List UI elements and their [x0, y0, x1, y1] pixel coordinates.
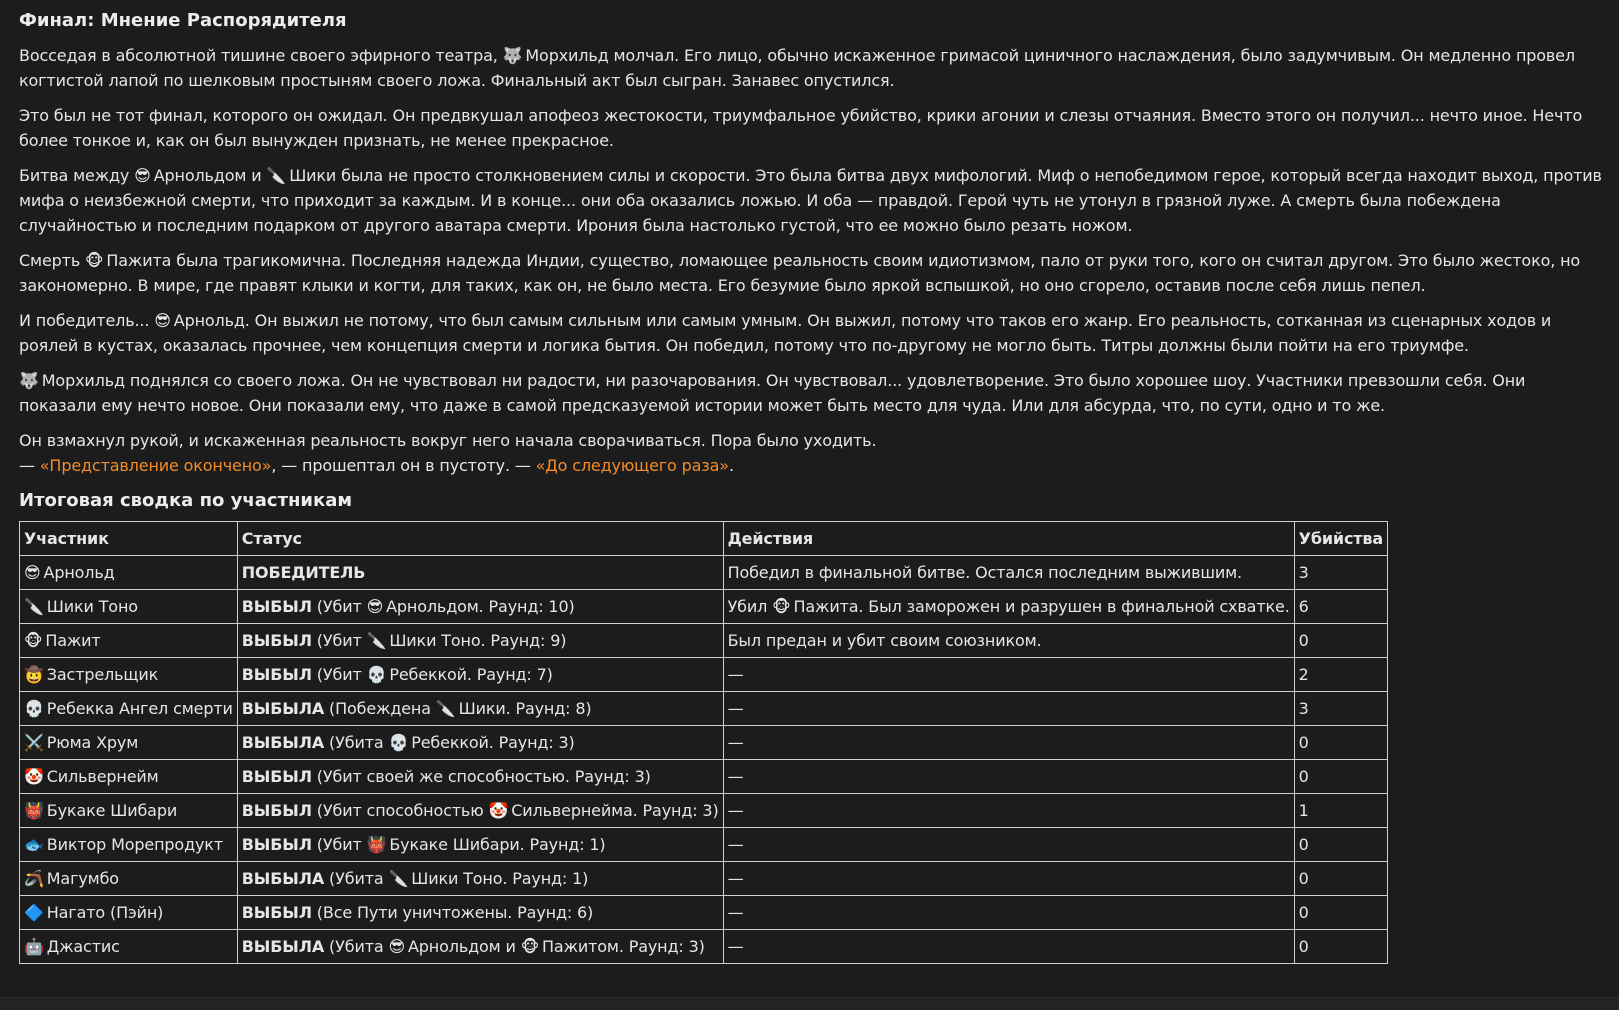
actions-cell: [723, 556, 1294, 590]
participant-cell: [20, 930, 238, 964]
paragraph-7: [19, 428, 1606, 478]
status-cell: [237, 726, 723, 760]
kills-cell: 0: [1294, 930, 1387, 964]
col-header: Статус: [237, 522, 723, 556]
text: И победитель...: [19, 311, 155, 330]
text: Пажита была трагикомична. Последняя надежда Индии, существо, ломающее реальность своим идиотизмом, пало от руки того, кого он считал другом. Это было жестоко, но закономерно. В мире, где правят клыки и когти, для таких, как он, не было места. Его безумие было яркой вспышкой, но оно сгорело, оставив после себя лишь пепел.: [19, 251, 1581, 295]
action-text: Убил: [727, 597, 773, 616]
actions-cell: [723, 930, 1294, 964]
actions-cell: [723, 794, 1294, 828]
participant-name: Пажит: [45, 631, 101, 650]
text: Арнольд. Он выжил не потому, что был самым сильным или самым умным. Он выжил, потому что таков его жанр. Его реальность, сотканная из сценарных ходов и роялей в кустах, оказалась прочнее, чем концепция смерти и логика бытия. Он победил, потому что по-другому не могло быть. Титры должны были пойти на его триумфе.: [19, 311, 1552, 355]
status-detail: (Убит способностью: [311, 801, 489, 820]
killer-icon: 🔪: [388, 869, 409, 888]
paragraph-3: [19, 163, 1606, 238]
participant-cell: [20, 692, 238, 726]
status-label: ВЫБЫЛ: [241, 801, 312, 820]
quote-highlight: «Представление окончено»: [39, 456, 272, 475]
status-cell: [237, 930, 723, 964]
summary-table: [19, 521, 1388, 964]
kills-cell: 3: [1294, 692, 1387, 726]
wolf-icon: 🐺: [19, 371, 39, 390]
status-detail: Арнольдом и: [407, 937, 521, 956]
participant-cell: [20, 896, 238, 930]
status-cell: [237, 692, 723, 726]
table-body: [20, 556, 1388, 964]
participant-name: Букаке Шибари: [46, 801, 178, 820]
kills-cell: 0: [1294, 862, 1387, 896]
table-row: [20, 726, 1388, 760]
victim-icon: 🐵: [772, 597, 791, 616]
table-row: [20, 794, 1388, 828]
status-label: ВЫБЫЛА: [241, 733, 325, 752]
action-text: Победил в финальной битве. Остался последним выжившим.: [727, 563, 1242, 582]
actions-cell: [723, 896, 1294, 930]
kills-cell: 3: [1294, 556, 1387, 590]
participant-icon: ⚔️: [24, 733, 44, 752]
status-cell: [237, 624, 723, 658]
actions-cell: [723, 828, 1294, 862]
participant-name: Арнольд: [43, 563, 115, 582]
action-text: —: [727, 937, 744, 956]
status-cell: [237, 896, 723, 930]
status-detail: (Все Пути уничтожены. Раунд: 6): [311, 903, 594, 922]
participant-icon: 🔷: [24, 903, 44, 922]
participant-cell: [20, 624, 238, 658]
status-cell: [237, 658, 723, 692]
killer-icon: 🔪: [366, 631, 387, 650]
actions-cell: [723, 692, 1294, 726]
killer-icon: 🔪: [435, 699, 456, 718]
status-label: ВЫБЫЛ: [241, 597, 312, 616]
table-row: [20, 896, 1388, 930]
killer-icon: 🐵: [520, 937, 540, 956]
sunglasses-icon: 😎: [134, 166, 151, 185]
status-cell: [237, 760, 723, 794]
participant-name: Виктор Морепродукт: [46, 835, 223, 854]
participant-name: Джастис: [46, 937, 120, 956]
action-text: —: [727, 665, 744, 684]
status-detail: (Убит своей же способностью. Раунд: 3): [311, 767, 651, 786]
action-text: —: [727, 869, 744, 888]
table-row: [20, 692, 1388, 726]
participant-name: Застрельщик: [46, 665, 159, 684]
text: Смерть: [19, 251, 86, 270]
bottom-bar: [0, 997, 1619, 1010]
text: Восседая в абсолютной тишине своего эфирного театра,: [19, 46, 503, 65]
status-detail: (Убита: [324, 869, 389, 888]
kills-cell: 1: [1294, 794, 1387, 828]
paragraph-5: [19, 308, 1606, 358]
actions-cell: [723, 760, 1294, 794]
status-label: ВЫБЫЛ: [241, 903, 312, 922]
participant-cell: [20, 726, 238, 760]
killer-icon: 💀: [388, 733, 409, 752]
participant-icon: 🤡: [24, 767, 44, 786]
participant-name: Магумбо: [46, 869, 119, 888]
killer-icon: 🤡: [488, 801, 509, 820]
status-detail: Сильвернейма. Раунд: 3): [511, 801, 719, 820]
kills-cell: 0: [1294, 896, 1387, 930]
participant-icon: 🐟: [24, 835, 44, 854]
status-detail: (Побеждена: [324, 699, 436, 718]
table-row: [20, 556, 1388, 590]
kills-cell: 0: [1294, 760, 1387, 794]
status-cell: [237, 794, 723, 828]
status-cell: [237, 556, 723, 590]
killer-icon: 😎: [366, 597, 384, 616]
action-text: —: [727, 767, 744, 786]
participant-cell: [20, 794, 238, 828]
table-row: [20, 828, 1388, 862]
action-text: —: [727, 835, 744, 854]
status-detail: Шики Тоно. Раунд: 9): [389, 631, 567, 650]
killer-icon: 😎: [388, 937, 405, 956]
participant-name: Ребекка Ангел смерти: [46, 699, 233, 718]
status-label: ВЫБЫЛ: [241, 665, 312, 684]
text: Битва между: [19, 166, 135, 185]
text: Морхильд поднялся со своего ложа. Он не чувствовал ни радости, ни разочарования. Он чувствовал... удовлетворение. Это было хорошее шоу. Участники превзошли себя. Они показали ему нечто новое. Они показали ему, что даже в самой предсказуемой истории может быть место для чуда. Или для абсурда, что, по сути, одно и то же.: [19, 371, 1526, 415]
participant-cell: [20, 862, 238, 896]
action-text: —: [727, 699, 744, 718]
actions-cell: [723, 658, 1294, 692]
killer-icon: 💀: [366, 665, 387, 684]
status-detail: Пажитом. Раунд: 3): [542, 937, 705, 956]
status-detail: Ребеккой. Раунд: 3): [411, 733, 575, 752]
status-label: ВЫБЫЛА: [241, 869, 325, 888]
status-detail: (Убита: [324, 733, 389, 752]
participant-icon: 🐵: [24, 631, 43, 650]
status-label: ВЫБЫЛА: [241, 699, 325, 718]
participant-icon: 🔪: [24, 597, 44, 616]
text: Морхильд молчал. Его лицо, обычно искаженное гримасой циничного наслаждения, было задумчивым. Он медленно провел когтистой лапой по шелковым простыням своего ложа. Финальный акт был сыгран. Занавес опустился.: [19, 46, 1575, 90]
status-detail: (Убит: [311, 835, 367, 854]
text: , — прошептал он в пустоту. —: [271, 456, 536, 475]
status-cell: [237, 590, 723, 624]
actions-cell: [723, 726, 1294, 760]
participant-icon: 😎: [24, 563, 41, 582]
actions-cell: [723, 624, 1294, 658]
action-text: —: [727, 903, 744, 922]
participant-name: Нагато (Пэйн): [46, 903, 164, 922]
table-row: [20, 862, 1388, 896]
col-header: Действия: [723, 522, 1294, 556]
text: .: [728, 456, 734, 475]
table-row: [20, 658, 1388, 692]
text: Шики была не просто столкновением силы и скорости. Это была битва двух мифологий. Миф о непобедимом герое, который всегда находит выход, против мифа о неизбежной смерти, что приходит за каждым. И в конце... они оба оказались ложью. И оба — правдой. Герой чуть не утонул в грязной луже. А смерть была побеждена случайностью и последним подарком от другого аватара смерти. Ирония была настолько густой, что ее можно было резать ножом.: [19, 166, 1602, 235]
text: Арнольдом и: [153, 166, 267, 185]
status-detail: Ребеккой. Раунд: 7): [389, 665, 553, 684]
paragraph-2: Это был не тот финал, которого он ожидал. Он предвкушал апофеоз жестокости, триумфальное убийство, крики агонии и слезы отчаяния. Вместо этого он получил... нечто иное. Нечто более тонкое и, как он был вынужден признать, не менее прекрасное.: [19, 106, 1583, 150]
status-detail: Арнольдом. Раунд: 10): [386, 597, 575, 616]
knife-icon: 🔪: [266, 166, 287, 185]
page-title: Финал: Мнение Распорядителя: [19, 10, 347, 31]
status-detail: (Убит: [311, 665, 367, 684]
text: Он взмахнул рукой, и искаженная реальность вокруг него начала сворачиваться. Пора было уходить.: [19, 431, 877, 450]
table-row: [20, 760, 1388, 794]
participant-icon: 🪃: [24, 869, 44, 888]
action-text: Был предан и убит своим союзником.: [727, 631, 1042, 650]
kills-cell: 0: [1294, 726, 1387, 760]
status-detail: (Убит: [311, 597, 367, 616]
status-detail: (Убит: [311, 631, 367, 650]
participant-cell: [20, 828, 238, 862]
status-cell: [237, 828, 723, 862]
paragraph-6: [19, 368, 1606, 418]
participant-cell: [20, 658, 238, 692]
actions-cell: [723, 862, 1294, 896]
col-header: Участник: [20, 522, 238, 556]
action-text: —: [727, 801, 744, 820]
sunglasses-icon: 😎: [154, 311, 171, 330]
monkey-icon: 🐵: [85, 251, 104, 270]
action-text: Пажита. Был заморожен и разрушен в финальной схватке.: [793, 597, 1290, 616]
action-text: —: [727, 733, 744, 752]
table-row: [20, 624, 1388, 658]
participant-icon: 👹: [24, 801, 44, 820]
kills-cell: 0: [1294, 828, 1387, 862]
status-detail: Шики. Раунд: 8): [458, 699, 592, 718]
paragraph-1: [19, 43, 1606, 93]
killer-icon: 👹: [366, 835, 387, 854]
quote-highlight: «До следующего раза»: [535, 456, 729, 475]
status-label: ВЫБЫЛ: [241, 767, 312, 786]
kills-cell: 2: [1294, 658, 1387, 692]
summary-title: Итоговая сводка по участникам: [19, 490, 353, 511]
participant-icon: 💀: [24, 699, 44, 718]
status-label: ВЫБЫЛ: [241, 835, 312, 854]
participant-cell: [20, 556, 238, 590]
participant-cell: [20, 760, 238, 794]
wolf-icon: 🐺: [502, 46, 523, 65]
status-cell: [237, 862, 723, 896]
participant-cell: [20, 590, 238, 624]
table-header-row: [20, 522, 1388, 556]
table-row: [20, 930, 1388, 964]
status-detail: (Убита: [324, 937, 389, 956]
actions-cell: [723, 590, 1294, 624]
participant-name: Сильвернейм: [46, 767, 159, 786]
participant-name: Шики Тоно: [46, 597, 138, 616]
col-header: Убийства: [1294, 522, 1387, 556]
participant-name: Рюма Хрум: [46, 733, 139, 752]
status-detail: Шики Тоно. Раунд: 1): [411, 869, 589, 888]
table-row: [20, 590, 1388, 624]
participant-icon: 🤠: [24, 665, 44, 684]
status-label: ВЫБЫЛ: [241, 631, 312, 650]
status-label: ПОБЕДИТЕЛЬ: [241, 563, 366, 582]
participant-icon: 🤖: [24, 937, 44, 956]
kills-cell: 0: [1294, 624, 1387, 658]
text: —: [19, 456, 40, 475]
status-detail: Букаке Шибари. Раунд: 1): [389, 835, 606, 854]
status-label: ВЫБЫЛА: [241, 937, 325, 956]
kills-cell: 6: [1294, 590, 1387, 624]
paragraph-4: [19, 248, 1606, 298]
